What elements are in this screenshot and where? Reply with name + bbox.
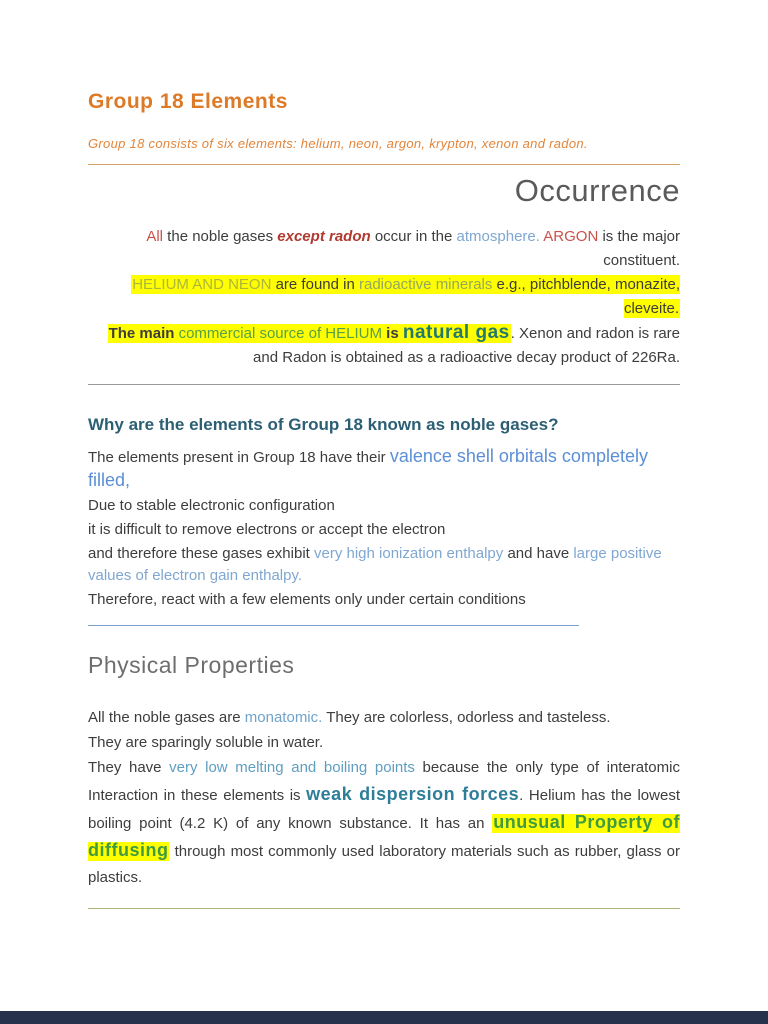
- noble-gases-line-2: Due to stable electronic configuration: [88, 497, 335, 514]
- noble-gases-line-1: [88, 445, 680, 493]
- divider-olive: [88, 908, 680, 909]
- text-ionization-enthalpy: very high ionization enthalpy: [313, 545, 504, 562]
- section-heading-occurrence: Occurrence: [514, 173, 680, 208]
- text-argon: ARGON: [543, 228, 599, 245]
- text-valence-shell: valence shell orbitals completely filled,: [88, 446, 648, 490]
- text-plain: occur in the: [370, 228, 457, 245]
- text-melting-boiling-points: very low melting and boiling points: [169, 759, 415, 776]
- divider-orange: [88, 164, 680, 165]
- text-plain: through most commonly used laboratory materials such as rubber, glass or plastics.: [88, 843, 680, 886]
- text-plain: All the noble gases are: [88, 709, 245, 726]
- text-plain: They have: [88, 759, 170, 776]
- noble-gases-line-4: [88, 543, 680, 587]
- text-radioactive-minerals: radioactive minerals: [358, 276, 493, 293]
- text-plain: The elements present in Group 18 have their: [88, 449, 390, 466]
- physical-line-2: They are sparingly soluble in water.: [88, 734, 324, 751]
- text-except-radon: except radon: [277, 228, 371, 245]
- text-the-main: The main: [108, 325, 179, 342]
- text-plain: and have: [503, 545, 574, 562]
- section-heading-physical-properties: Physical Properties: [88, 652, 295, 678]
- occurrence-paragraph-2: [88, 273, 680, 321]
- text-natural-gas: natural gas: [402, 322, 510, 343]
- text-commercial-source: commercial source of HELIUM: [178, 325, 382, 342]
- text-monatomic: monatomic.: [244, 709, 323, 726]
- text-unusual-property-of-diffusing: unusual Property of diffusing: [88, 812, 681, 860]
- divider-blue: [88, 625, 579, 626]
- text-plain: e.g., pitchblende, monazite, cleveite.: [492, 276, 680, 317]
- text-plain: the noble gases: [163, 228, 278, 245]
- text-plain: is: [381, 325, 403, 342]
- text-atmosphere: atmosphere.: [456, 228, 540, 245]
- page-title: Group 18 Elements: [88, 90, 288, 113]
- physical-paragraph: [88, 755, 680, 891]
- text-plain: because the only type of interatomic Interaction in these elements is: [88, 759, 680, 804]
- occurrence-paragraph-3: [88, 321, 680, 370]
- text-plain: are found in: [271, 276, 359, 293]
- divider-gray: [88, 384, 680, 385]
- text-plain: . Xenon and radon is rare and Radon is obtained as a radioactive decay product of 226Ra.: [253, 325, 680, 366]
- occurrence-paragraph-1: [88, 225, 680, 273]
- highlighted-text: [131, 275, 680, 318]
- text-weak-dispersion-forces: weak dispersion forces: [306, 784, 520, 804]
- text-all: All: [146, 228, 164, 245]
- viewer-footer-bar: [0, 1011, 768, 1024]
- text-plain: . Helium has the lowest boiling point (4.2 K) of any known substance. It has an: [88, 787, 680, 832]
- text-plain: and therefore these gases exhibit: [88, 545, 314, 562]
- section-heading-noble-gases: Why are the elements of Group 18 known as noble gases?: [88, 415, 559, 434]
- text-electron-gain-enthalpy: large positive values of electron gain enthalpy.: [88, 545, 662, 584]
- highlighted-text: [108, 324, 511, 343]
- physical-line-1: [88, 705, 680, 730]
- text-plain: is the major constituent.: [598, 228, 680, 269]
- text-plain: They are colorless, odorless and tasteless.: [322, 709, 611, 726]
- page-subtitle: Group 18 consists of six elements: helium, neon, argon, krypton, xenon and radon.: [88, 136, 588, 151]
- noble-gases-line-3: it is difficult to remove electrons or accept the electron: [88, 521, 446, 538]
- text-helium-and-neon: HELIUM AND NEON: [132, 276, 272, 293]
- noble-gases-line-5: Therefore, react with a few elements only under certain conditions: [88, 591, 526, 608]
